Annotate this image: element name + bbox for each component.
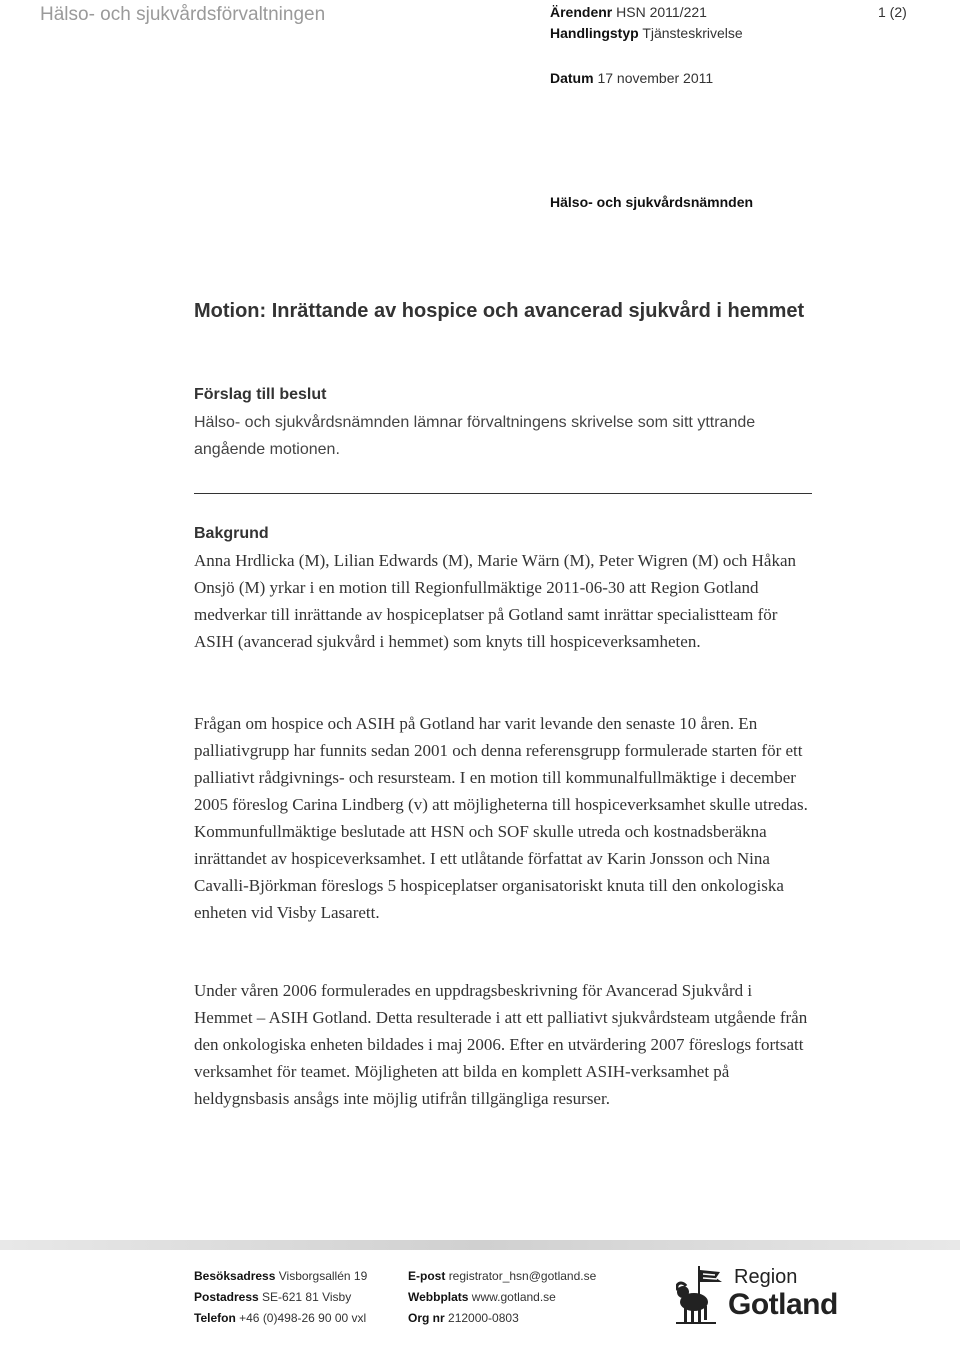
visit-label: Besöksadress [194,1269,276,1283]
document-type [550,25,743,41]
document-type-label: Handlingstyp [550,25,639,41]
document-title: Motion: Inrättande av hospice och avancerad sjukvård i hemmet [194,300,805,322]
footer-org-number [408,1311,519,1325]
orgnr-value: 212000-0803 [448,1311,519,1325]
footer-website [408,1290,556,1304]
case-number-label: Ärendenr [550,4,613,20]
phone-value: +46 (0)498-26 90 00 vxl [239,1311,367,1325]
page-number: 1 (2) [878,4,907,20]
orgnr-label: Org nr [408,1311,445,1325]
post-label: Postadress [194,1290,259,1304]
case-number [550,4,707,20]
section-divider [194,493,812,494]
post-value: SE-621 81 Visby [262,1290,352,1304]
background-paragraph-3: Under våren 2006 formulerades en uppdragsbeskrivning för Avancerad Sjukvård i Hemmet – ASIH Gotland. Detta resulterade i att ett palliativt sjukvårdsteam utgående från den onkologiska enheten bildades i maj 2006. Efter en utvärdering 2007 föreslogs fortsatt verksamhet för teamet. Möjligheten att bilda en komplett ASIH-verksamhet på heldygnsbasis ansågs inte möjlig utifrån tillgängliga resurser. [194,981,808,1108]
footer-email [408,1269,596,1283]
background-heading: Bakgrund [194,525,269,542]
email-label: E-post [408,1269,446,1283]
phone-label: Telefon [194,1311,236,1325]
gotland-ram-icon [676,1264,726,1326]
date-label: Datum [550,70,594,86]
logo-text-gotland: Gotland [728,1288,838,1321]
region-gotland-logo [676,1264,846,1328]
proposal-heading: Förslag till beslut [194,386,327,403]
proposal-text: Hälso- och sjukvårdsnämnden lämnar förvaltningens skrivelse som sitt yttrande angående motionen. [194,414,756,458]
date-value: 17 november 2011 [597,70,714,86]
footer-phone [194,1311,366,1325]
organization-name: Hälso- och sjukvårdsförvaltningen [40,4,326,25]
background-paragraph-1: Anna Hrdlicka (M), Lilian Edwards (M), Marie Wärn (M), Peter Wigren (M) och Håkan Onsjö (M) yrkar i en motion till Regionfullmäktige 2011-06-30 att Region Gotland medverkar till inrättande av hospiceplatser på Gotland samt inrättar specialistteam för ASIH (avancerad sjukvård i hemmet) som knyts till hospiceverksamheten. [194,551,796,651]
footer-visit-address [194,1269,367,1283]
logo-text-region: Region [734,1266,798,1288]
document-type-value: Tjänsteskrivelse [642,25,743,41]
footer-band [0,1240,960,1250]
email-value: registrator_hsn@gotland.se [448,1269,597,1283]
web-value: www.gotland.se [471,1290,556,1304]
case-number-value: HSN 2011/221 [616,4,707,20]
background-paragraph-2: Frågan om hospice och ASIH på Gotland har varit levande den senaste 10 åren. En palliativgrupp har funnits sedan 2001 och denna referensgrupp formulerade starten för ett palliativt rådgivnings- och resursteam. I en motion till kommunalfullmäktige i december 2005 föreslog Carina Lindberg (v) att möjligheterna till hospiceverksamhet skulle utredas. Kommunfullmäktige beslutade att HSN och SOF skulle utreda och kostnadsberäkna inrättandet av hospiceverksamhet. I ett utlåtande författat av Karin Jonsson och Nina Cavalli-Björkman föreslogs 5 hospiceplatser organisatoriskt knuta till den onkologiska enheten vid Visby Lasarett. [194,714,808,922]
visit-value: Visborgsallén 19 [278,1269,368,1283]
recipient: Hälso- och sjukvårdsnämnden [550,194,754,210]
footer-postal-address [194,1290,351,1304]
document-date [550,70,713,86]
web-label: Webbplats [408,1290,469,1304]
